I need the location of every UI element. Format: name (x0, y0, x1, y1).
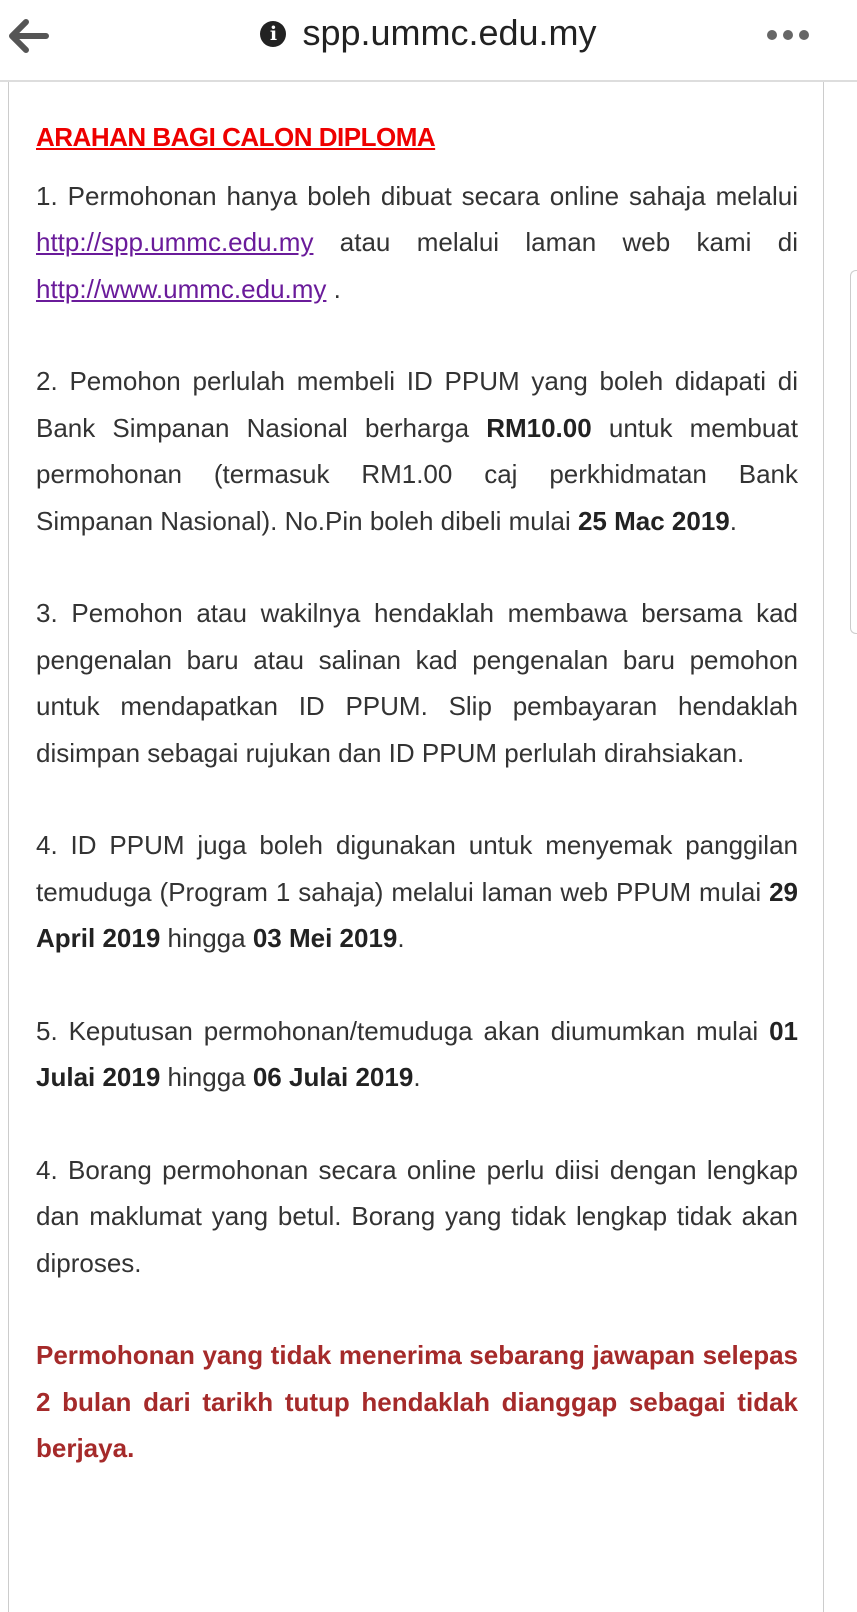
warning-note: Permohonan yang tidak menerima sebarang jawapan selepas 2 bulan dari tarikh tutup hendaklah dianggap sebagai tidak berjaya. (36, 1340, 798, 1463)
spp-link[interactable]: http://spp.ummc.edu.my (36, 227, 314, 257)
instruction-2: 2. Pemohon perlulah membeli ID PPUM yang boleh didapati di Bank Simpanan Nasional berharga RM10.00 untuk membuat permohonan (termasuk RM1.00 caj perkhidmatan Bank Simpanan Nasional). No.Pin boleh dibeli mulai 25 Mac 2019. (36, 366, 798, 536)
instruction-4: 4. ID PPUM juga boleh digunakan untuk menyemak panggilan temuduga (Program 1 sahaja) melalui laman web PPUM mulai 29 April 2019 hingga 03 Mei 2019. (36, 830, 798, 953)
address-bar[interactable] (0, 12, 857, 54)
article (36, 114, 798, 1518)
instruction-3: 3. Pemohon atau wakilnya hendaklah membawa bersama kad pengenalan baru atau salinan kad pengenalan baru pemohon untuk mendapatkan ID PPUM. Slip pembayaran hendaklah disimpan sebagai rujukan dan ID PPUM perlulah dirahsiakan. (36, 598, 798, 768)
content-panel (8, 82, 824, 1612)
instruction-6: 4. Borang permohonan secara online perlu diisi dengan lengkap dan maklumat yang betul. Borang yang tidak lengkap tidak akan diproses. (36, 1154, 798, 1278)
url-text: spp.ummc.edu.my (302, 12, 597, 53)
info-icon[interactable]: i (260, 21, 286, 47)
ummc-link[interactable]: http://www.ummc.edu.my (36, 273, 327, 304)
instruction-5: 5. Keputusan permohonan/temuduga akan diumumkan mulai 01 Julai 2019 hingga 06 Julai 2019. (36, 1015, 798, 1092)
more-options-icon[interactable] (767, 30, 809, 40)
instruction-1: 1. Permohonan hanya boleh dibuat secara online sahaja melalui http://spp.ummc.edu.my atau melalui laman web kami di http://www.ummc.edu.my . (36, 180, 798, 304)
page-title: ARAHAN BAGI CALON DIPLOMA (36, 122, 436, 152)
scrollbar[interactable] (850, 270, 857, 634)
browser-toolbar (0, 0, 857, 82)
